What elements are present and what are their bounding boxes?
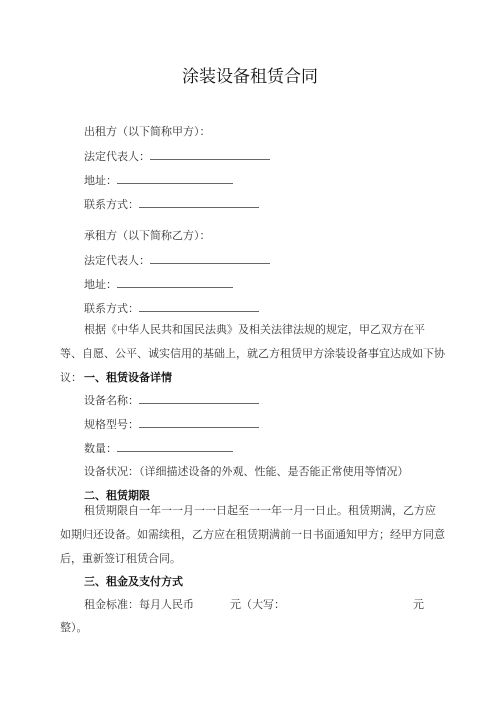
lessee-rep-label: 法定代表人： (84, 254, 150, 267)
lessee-address-blank[interactable] (117, 276, 233, 288)
lease-term-paragraph (60, 499, 446, 571)
lessee-contact-line (84, 300, 259, 317)
lessee-contact-blank[interactable] (139, 300, 259, 312)
equipment-name-label: 设备名称： (84, 394, 139, 407)
lessor-address-blank[interactable] (117, 172, 233, 184)
lessor-rep-line (84, 148, 270, 165)
lessee-rep-blank[interactable] (150, 252, 270, 264)
rent-suffix: 元 (413, 598, 424, 611)
intro-text: 根据《中华人民共和国民法典》及相关法律法规的规定，甲乙双方在平等、自愿、公平、诚实信用的基础上，就乙方租赁甲方涂装设备事宜达成如下协议： (60, 323, 445, 384)
lessor-rep-blank[interactable] (150, 148, 270, 160)
lessor-label: 出租方（以下简称甲方）： (84, 125, 211, 138)
lessor-rep-label: 法定代表人： (84, 150, 150, 163)
rent-end: 整）。 (60, 621, 88, 634)
section3-heading: 三、租金及支付方式 (84, 575, 183, 588)
rent-line (84, 597, 444, 613)
equipment-quantity-blank[interactable] (117, 440, 233, 452)
equipment-name-blank[interactable] (139, 392, 259, 404)
lessee-address-line (84, 276, 233, 293)
section2-heading: 二、租赁期限 (84, 489, 150, 502)
lessor-address-label: 地址： (84, 174, 117, 187)
lease-term-text: 租赁期限自一年一一月一一日起至一一年一月一日止。租赁期满，乙方应如期归还设备。如需续租，乙方应在租赁期满前一日书面通知甲方；经甲方同意后，重新签订租赁合同。 (60, 504, 445, 565)
rent-prefix: 租金标准：每月人民币 (84, 598, 194, 611)
document-title: 涂装设备租赁合同 (182, 67, 318, 87)
equipment-model-label: 规格型号： (84, 418, 139, 431)
lessee-label: 承租方（以下简称乙方）： (84, 229, 211, 242)
rent-mid: 元（大写： (230, 598, 285, 611)
lessor-contact-blank[interactable] (139, 196, 259, 208)
equipment-quantity-label: 数量： (84, 442, 117, 455)
equipment-model-blank[interactable] (139, 416, 259, 428)
lessee-rep-line (84, 252, 270, 269)
lessor-address-line (84, 172, 233, 189)
lessee-address-label: 地址： (84, 278, 117, 291)
equipment-condition-line: 设备状况：（详细描述设备的外观、性能、是否能正常使用等情况） (84, 465, 409, 478)
equipment-model-line (84, 416, 259, 433)
equipment-quantity-line (84, 440, 233, 457)
lessor-contact-label: 联系方式： (84, 198, 139, 211)
section1-heading: 一、租赁设备详情 (84, 371, 172, 384)
lessee-contact-label: 联系方式： (84, 302, 139, 315)
lessor-contact-line (84, 196, 259, 213)
equipment-name-line (84, 392, 259, 409)
